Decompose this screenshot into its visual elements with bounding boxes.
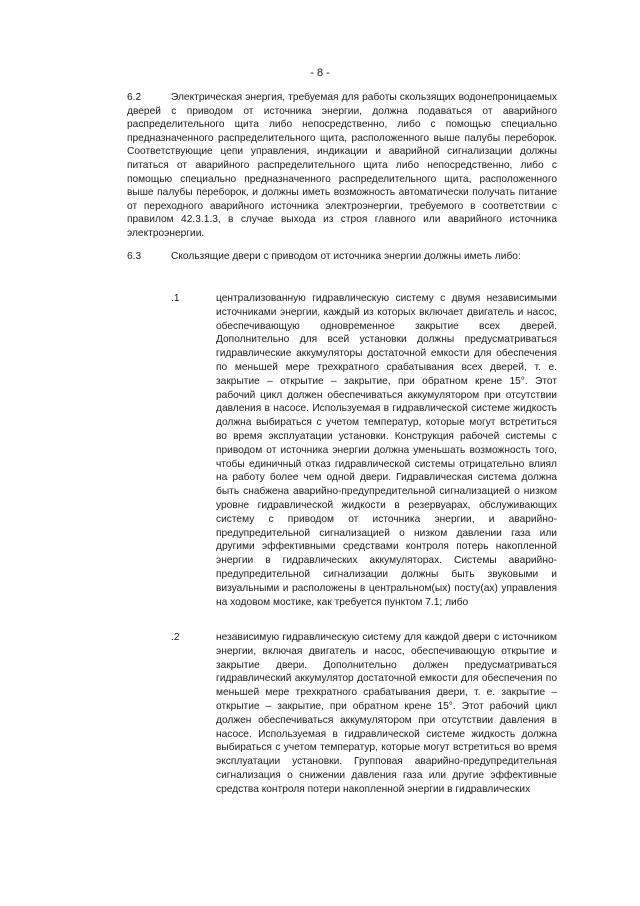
section-text: Скользящие двери с приводом от источника энергии должны иметь либо: [171,251,521,262]
section-number: 6.2 [127,92,142,103]
subitem-number: .2 [171,632,180,643]
page-number: - 8 - [310,67,330,79]
subitem-number: .1 [171,293,180,304]
section-number: 6.3 [127,251,142,262]
subitem-text: независимую гидравлическую систему для каждой двери с источником энергии, включая двигатель и насос, обеспечивающую открытие и закрытие двери. Дополнительно должен предусматриваться гидравлический аккумулятор достаточной емкости для обеспечения по меньшей мере трехкратного срабатывания двери, т. е. закрытие – открытие – закрытие, при обратном крене 15°. Этот рабочий цикл должен обеспечиваться аккумулятором при отсутствии давления в насосе. Используемая в гидравлической системе жидкость должна выбираться с учетом температур, которые могут встретиться во время эксплуатации установки. Групповая аварийно-предупредительная сигнализация о снижении давления газа или другие эффективные средства контроля потери накопленной энергии в гидравлических [216,632,557,795]
subitem-text: централизованную гидравлическую систему с двумя независимыми источниками энергии, каждый из которых включает двигатель и насос, обеспечивающую одновременное закрытие всех дверей. Дополнительно для всей установки должны предусматриваться гидравлические аккумуляторы достаточной емкости для обеспечения по меньшей мере трехкратного срабатывания всех дверей, т. е. закрытие – открытие – закрытие, при обратном крене 15°. Этот рабочий цикл должен обеспечиваться аккумулятором при отсутствии давления в насосе. Используемая в гидравлической системе жидкость должна выбираться с учетом температур, которые могут встретиться во время эксплуатации установки. Конструкция рабочей системы с приводом от источника энергии должна уменьшать возможность того, чтобы единичный отказ гидравлической системы отрицательно влиял на работу более чем одной двери. Гидравлическая система должна быть снабжена аварийно-предупредительной сигнализацией о низком уровне гидравлической жидкости в резервуарах, обслуживающих систему с приводом от источника энергии, и аварийно-предупредительной сигнализацией о низком давлении газа или другими эффективными средствами контроля потерь накопленной энергии в гидравлических аккумуляторах. Системы аварийно-предупредительной сигнализации должны быть звуковыми и визуальными и расположены в центральном(ых) посту(ах) управления на ходовом мостике, как требуется пунктом 7.1; либо [216,293,557,608]
section-text: Электрическая энергия, требуемая для работы скользящих водонепроницаемых дверей с приводом от источника энергии, должна подаваться от аварийного распределительного щита либо непосредственно, либо с помощью специально предназначенного распределительного щита, расположенного выше палубы переборок. Соответствующие цепи управления, индикации и аварийной сигнализации должны питаться от аварийного распределительного щита либо непосредственно, либо с помощью специально предназначенного распределительного щита, расположенного выше палубы переборок, и должны иметь возможность автоматически получать питание от переходного аварийного источника электроэнергии, требуемого в соответствии с правилом 42.3.1.3, в случае выхода из строя главного или аварийного источника электроэнергии. [127,92,557,239]
